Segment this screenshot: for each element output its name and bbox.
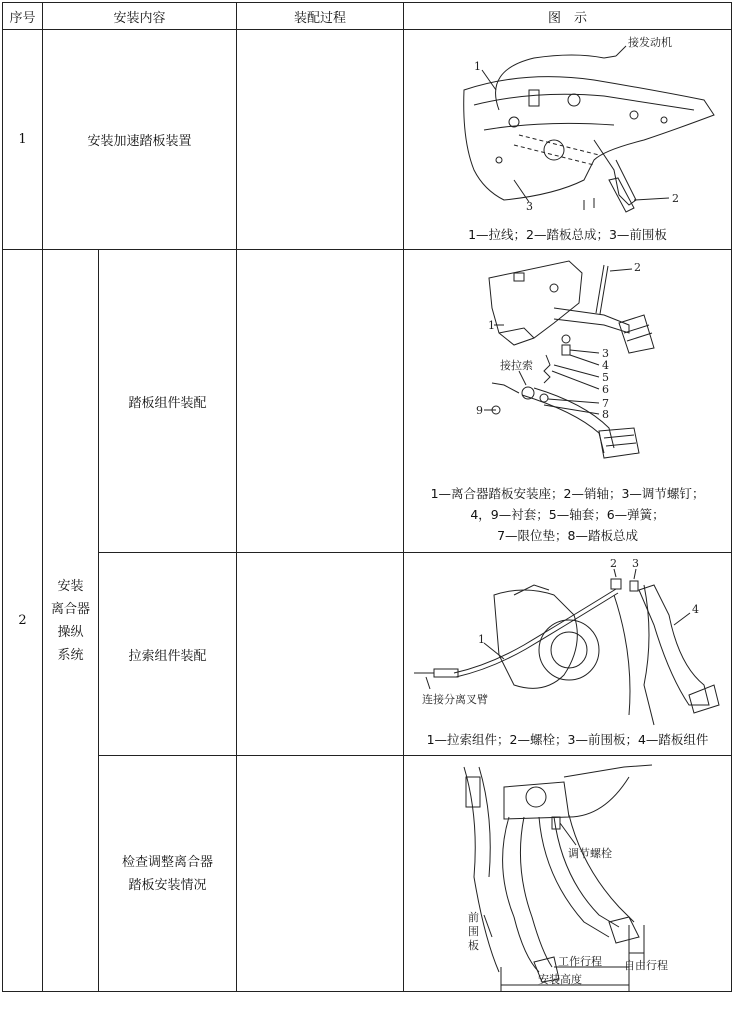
table-row bbox=[3, 756, 732, 992]
callout-3: 3 bbox=[632, 556, 640, 570]
content-cell: 安装加速踏板装置 bbox=[43, 30, 237, 250]
label-adjust-bolt: 调节螺栓 bbox=[568, 846, 613, 860]
label-fork: 连接分离叉臂 bbox=[422, 692, 489, 706]
accelerator-pedal-diagram bbox=[404, 30, 732, 224]
figure-cell bbox=[404, 250, 732, 553]
content-line: 检查调整离合器 bbox=[122, 854, 214, 870]
header-figure: 图 示 bbox=[404, 3, 732, 30]
group-cell bbox=[43, 250, 99, 992]
label-panel: 前 bbox=[468, 910, 480, 924]
group-line: 系统 bbox=[57, 647, 84, 663]
label-cable: 接拉索 bbox=[500, 359, 534, 372]
clutch-pedal-exploded-diagram bbox=[404, 253, 732, 483]
row-number: 2 bbox=[3, 250, 43, 992]
callout-4: 4 bbox=[602, 359, 610, 372]
callout-5: 5 bbox=[602, 371, 610, 384]
group-line: 离合器 bbox=[50, 601, 90, 617]
header-content: 安装内容 bbox=[43, 3, 237, 30]
label-free-travel: 自由行程 bbox=[624, 958, 669, 972]
label-engine: 接发动机 bbox=[628, 36, 673, 49]
header-process: 装配过程 bbox=[237, 3, 404, 30]
label-install-height: 安装高度 bbox=[538, 972, 583, 986]
callout-2: 2 bbox=[634, 261, 642, 274]
callout-1: 1 bbox=[488, 319, 496, 332]
callout-1: 1 bbox=[478, 632, 486, 646]
callout-7: 7 bbox=[602, 397, 610, 410]
content-cell: 踏板组件装配 bbox=[99, 250, 237, 553]
table-row bbox=[3, 250, 732, 553]
table-header-row bbox=[3, 3, 732, 30]
label-work-travel: 工作行程 bbox=[558, 954, 603, 968]
header-no: 序号 bbox=[3, 3, 43, 30]
callout-9: 9 bbox=[476, 404, 484, 417]
content-cell bbox=[99, 756, 237, 992]
content-line: 踏板安装情况 bbox=[128, 877, 207, 893]
callout-2: 2 bbox=[672, 192, 680, 205]
callout-3: 3 bbox=[526, 200, 534, 213]
pedal-adjustment-diagram bbox=[404, 757, 732, 991]
figure-caption-line: 4，9—衬套；5—轴套；6—弹簧； bbox=[470, 507, 665, 522]
table-row bbox=[3, 30, 732, 250]
label-panel: 板 bbox=[468, 938, 480, 952]
assembly-table bbox=[2, 2, 732, 992]
group-line: 操纵 bbox=[57, 624, 84, 640]
callout-8: 8 bbox=[602, 408, 610, 421]
figure-caption-line: 1—离合器踏板安装座；2—销轴；3—调节螺钉； bbox=[430, 486, 705, 501]
table-row bbox=[3, 553, 732, 756]
callout-4: 4 bbox=[692, 602, 700, 616]
clutch-cable-diagram bbox=[404, 555, 732, 729]
callout-3: 3 bbox=[602, 347, 610, 360]
callout-2: 2 bbox=[610, 556, 618, 570]
group-line: 安装 bbox=[57, 578, 84, 594]
process-cell bbox=[237, 30, 404, 250]
row-number: 1 bbox=[3, 30, 43, 250]
figure-caption-line: 7—限位垫；8—踏板总成 bbox=[497, 528, 638, 543]
figure-cell bbox=[404, 30, 732, 250]
figure-cell bbox=[404, 553, 732, 756]
callout-1: 1 bbox=[474, 60, 482, 73]
label-panel: 围 bbox=[468, 924, 480, 938]
process-cell bbox=[237, 756, 404, 992]
figure-cell bbox=[404, 756, 732, 992]
process-cell bbox=[237, 250, 404, 553]
figure-caption: 1—拉索组件；2—螺栓；3—前围板；4—踏板组件 bbox=[426, 731, 709, 747]
content-cell: 拉索组件装配 bbox=[99, 553, 237, 756]
callout-6: 6 bbox=[602, 383, 610, 396]
figure-caption: 1—拉线；2—踏板总成；3—前围板 bbox=[468, 227, 667, 242]
process-cell bbox=[237, 553, 404, 756]
